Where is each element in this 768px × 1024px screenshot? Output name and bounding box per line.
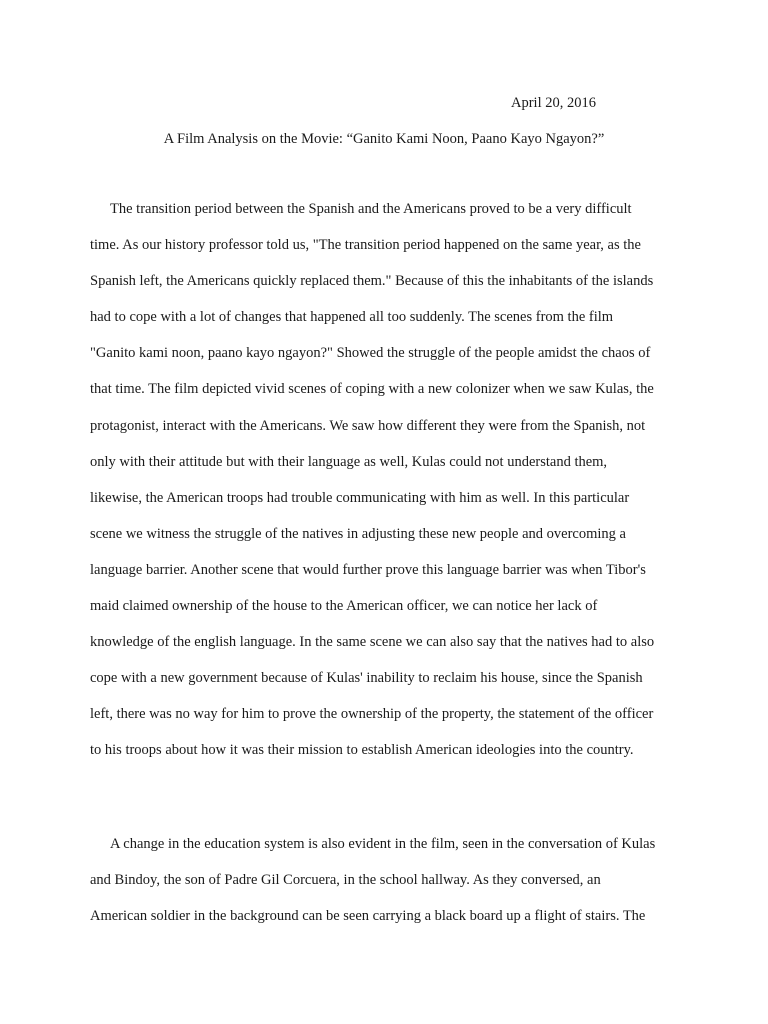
text-line: likewise, the American troops had trouble communicating with him as well. In this particular	[90, 489, 630, 506]
text-line: had to cope with a lot of changes that happened all too suddenly. The scenes from the film	[90, 309, 614, 326]
text-line: only with their attitude but with their language as well, Kulas could not understand them,	[90, 453, 608, 470]
text-line: A change in the education system is also evident in the film, seen in the conversation of Kulas	[110, 836, 656, 852]
document-title: A Film Analysis on the Movie: “Ganito Kami Noon, Paano Kayo Ngayon?”	[163, 131, 605, 147]
text-line: "Ganito kami noon, paano kayo ngayon?" Showed the struggle of the people amidst the chaos of	[90, 345, 651, 362]
text-line: language barrier. Another scene that would further prove this language barrier was when Tibor's	[90, 561, 646, 578]
text-line: and Bindoy, the son of Padre Gil Corcuera, in the school hallway. As they conversed, an	[90, 872, 601, 889]
text-line: cope with a new government because of Kulas' inability to reclaim his house, since the Spanish	[90, 670, 643, 687]
text-line: scene we witness the struggle of the natives in adjusting these new people and overcoming a	[90, 525, 626, 542]
text-line: to his troops about how it was their mission to establish American ideologies into the country.	[90, 742, 634, 759]
text-line: time. As our history professor told us, "The transition period happened on the same year, as the	[90, 237, 641, 254]
text-line: The transition period between the Spanish and the Americans proved to be a very difficult	[110, 201, 632, 217]
text-line: left, there was no way for him to prove the ownership of the property, the statement of the officer	[90, 706, 654, 723]
text-line: that time. The film depicted vivid scenes of coping with a new colonizer when we saw Kulas, the	[90, 381, 654, 398]
paragraph-1	[90, 199, 710, 777]
text-line: protagonist, interact with the Americans. We saw how different they were from the Spanish, not	[90, 417, 646, 434]
paragraph-2	[90, 834, 710, 942]
document-date: April 20, 2016	[511, 95, 596, 111]
text-line: knowledge of the english language. In the same scene we can also say that the natives had to also	[90, 634, 655, 651]
text-line: maid claimed ownership of the house to the American officer, we can notice her lack of	[90, 598, 598, 615]
text-line: Spanish left, the Americans quickly replaced them." Because of this the inhabitants of the islands	[90, 273, 654, 290]
text-line: American soldier in the background can be seen carrying a black board up a flight of stairs. The	[90, 908, 646, 925]
